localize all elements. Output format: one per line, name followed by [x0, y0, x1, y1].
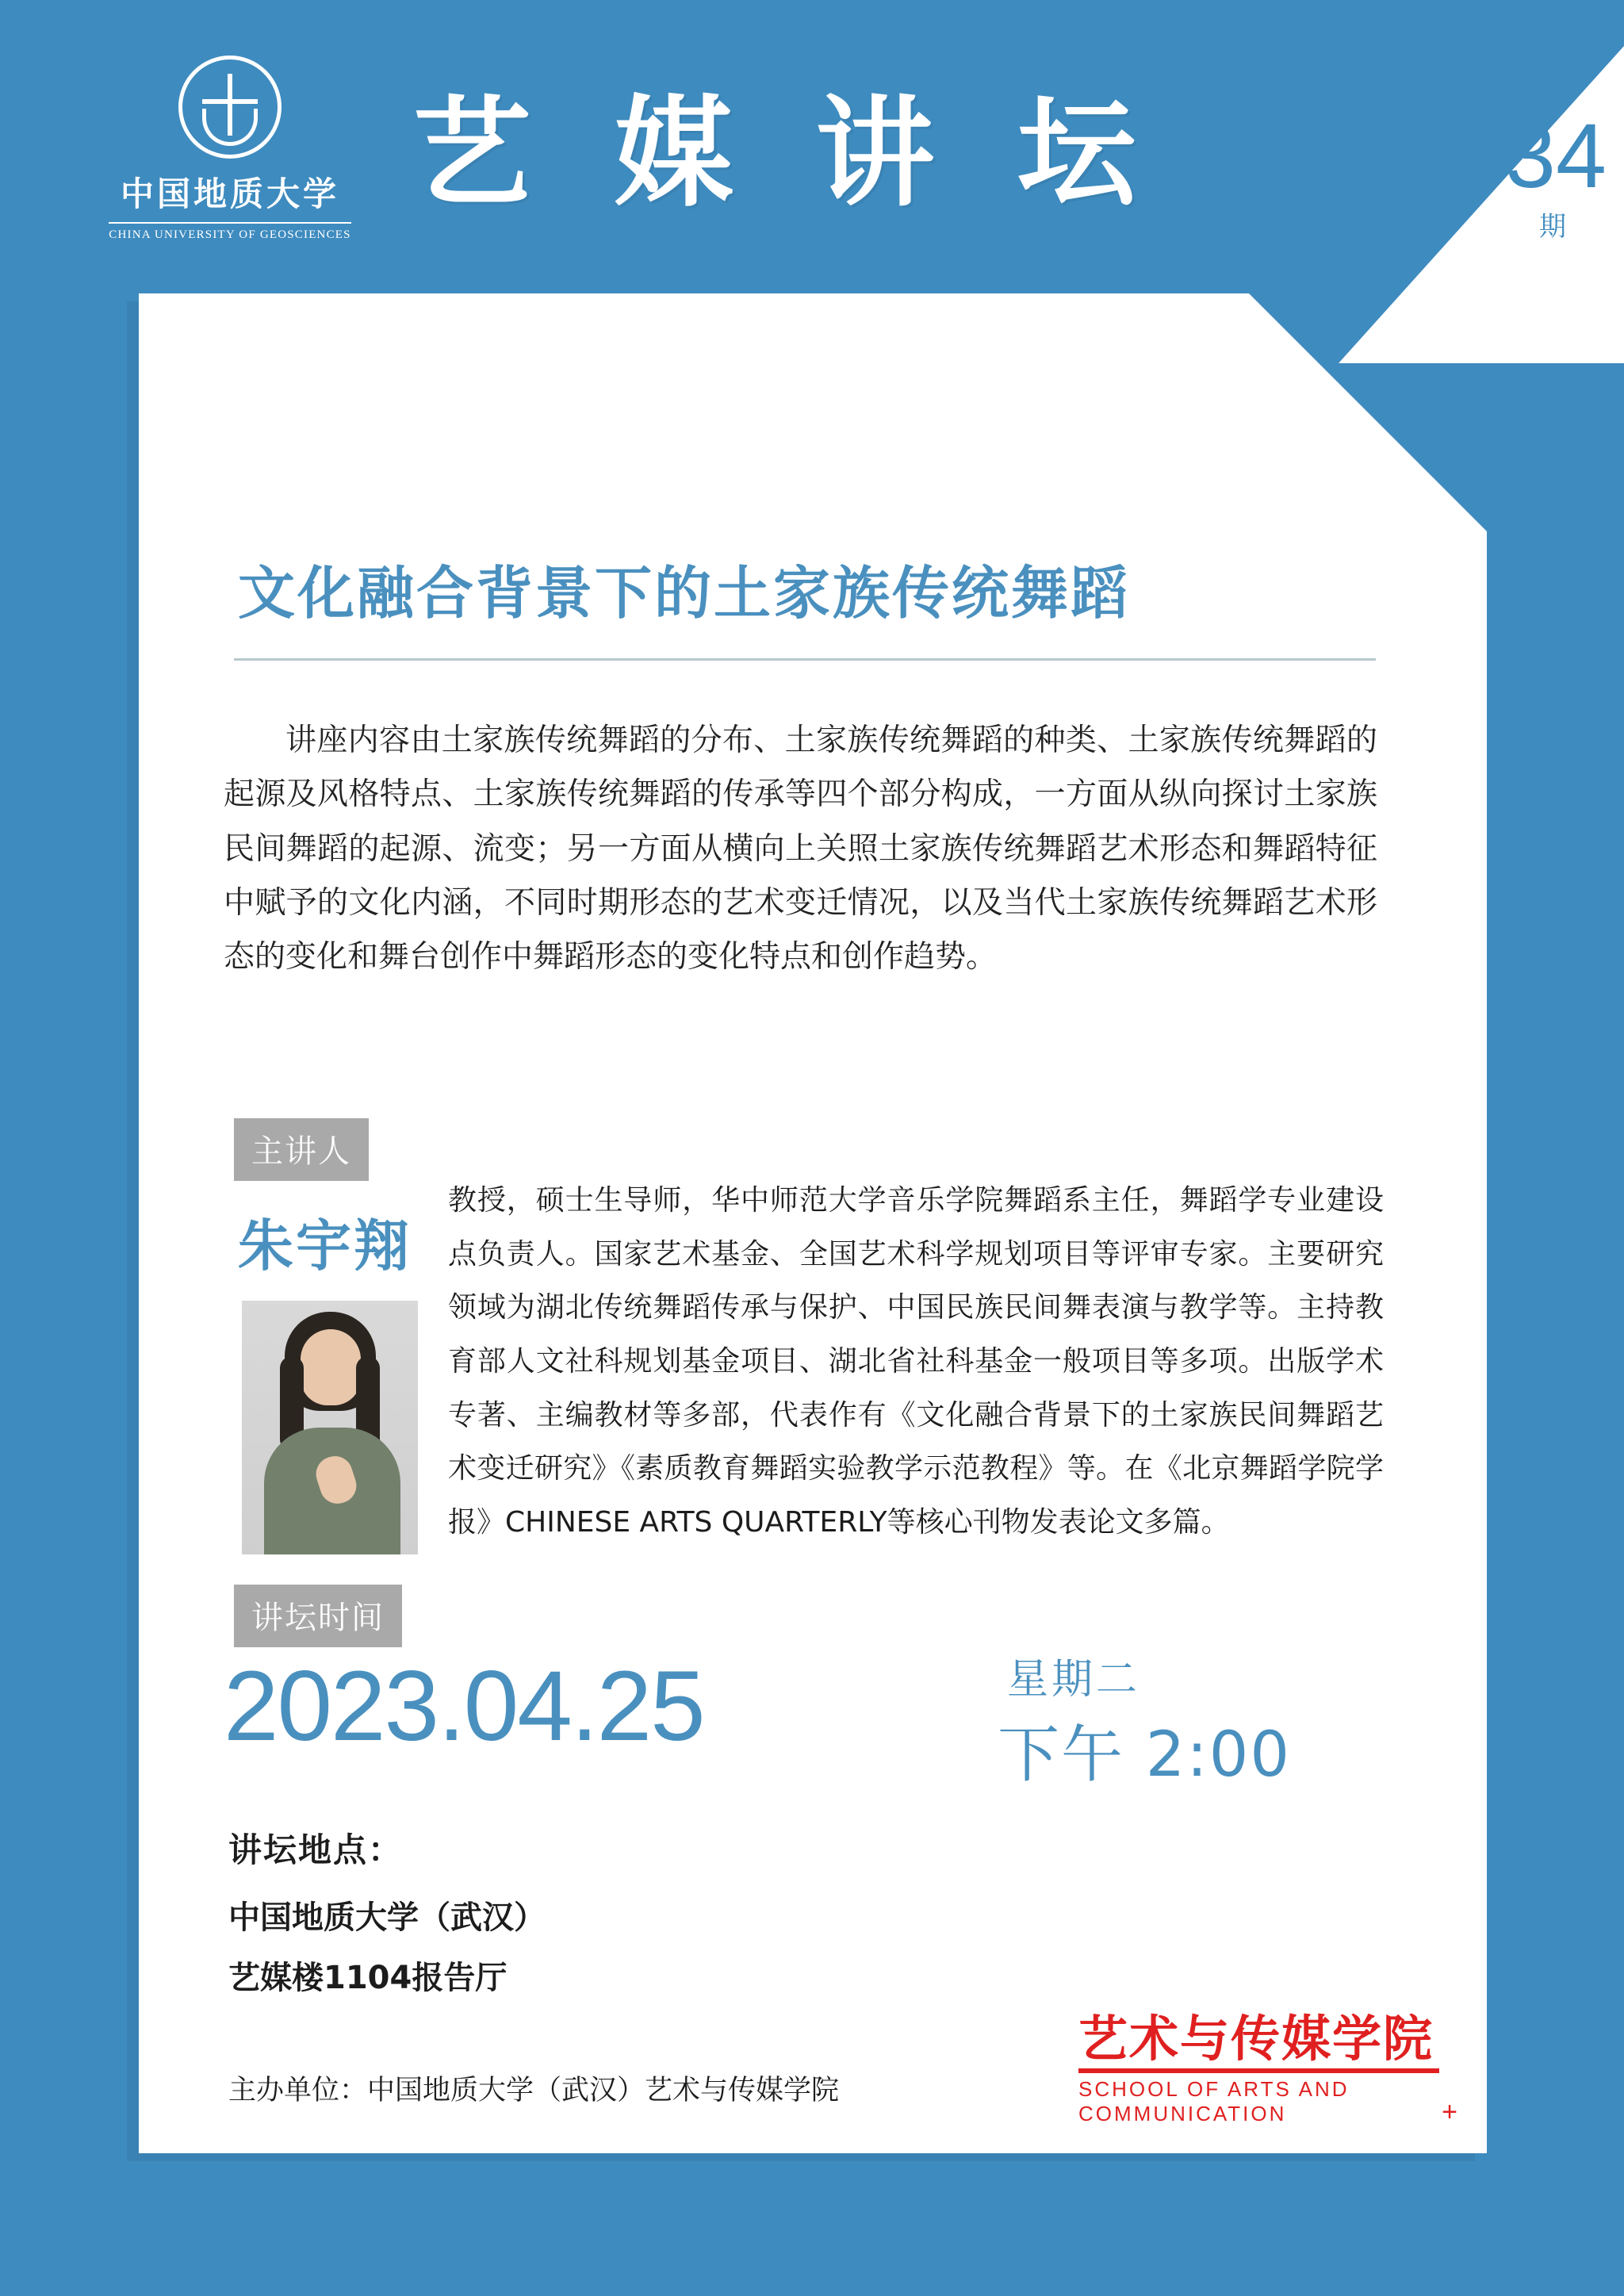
place-line-2: 艺媒楼1104报告厅	[228, 1960, 508, 1996]
issue-prefix: 第	[1539, 76, 1566, 108]
seal-ring-shape	[202, 109, 258, 146]
event-clock: 下午 2:00	[998, 1719, 1291, 1791]
corner-fold-decoration	[1339, 46, 1624, 363]
university-name-cn: 中国地质大学	[120, 174, 339, 213]
speaker-tag: 主讲人	[234, 1118, 369, 1181]
talk-abstract: 讲座内容由土家族传统舞蹈的分布、土家族传统舞蹈的种类、土家族传统舞蹈的起源及风格特点、土家族传统舞蹈的传承等四个部分构成，一方面从纵向探讨土家族民间舞蹈的起源、流变；另一方面从横向上关照土家族传统舞蹈艺术形态和舞蹈特征中赋予的文化内涵，不同时期形态的艺术变迁情况，以及当代土家族传统舞蹈艺术形态的变化和舞台创作中舞蹈形态的变化特点和创作趋势。	[224, 723, 1377, 975]
poster-header	[0, 0, 1624, 286]
school-logo-en: SCHOOL OF ARTS AND COMMUNICATION	[1078, 2077, 1350, 2125]
portrait-face-shape	[301, 1329, 361, 1405]
issue-number: 34	[1505, 105, 1607, 207]
event-weekday: 星期二	[1007, 1656, 1141, 1704]
university-seal-icon	[178, 56, 282, 159]
talk-title: 文化融合背景下的土家族传统舞蹈	[238, 560, 1131, 627]
school-logo-cn: 艺术与传媒学院	[1078, 2010, 1434, 2068]
speaker-portrait	[242, 1301, 418, 1554]
school-logo-bar	[1078, 2068, 1439, 2073]
issue-badge	[1505, 70, 1607, 243]
speaker-bio: 教授，硕士生导师，华中师范大学音乐学院舞蹈系主任，舞蹈学专业建设点负责人。国家艺术基金、全国艺术科学规划项目等评审专家。主要研究领域为湖北传统舞蹈传承与保护、中国民族民间舞表演与教学等。主持教育部人文社科规划基金项目、湖北省社科基金一般项目等多项。出版学术专著、主编教材等多部，代表作有《文化融合背景下的土家族民间舞蹈艺术变迁研究》《素质教育舞蹈实验教学示范教程》等。在《北京舞蹈学院学报》CHINESE ARTS QUARTERLY等核心刊物发表论文多篇。	[448, 1184, 1384, 1539]
issue-suffix: 期	[1539, 210, 1566, 243]
place-line-1: 中国地质大学（武汉）	[228, 1899, 546, 1936]
event-date: 2023.04.25	[224, 1651, 704, 1761]
speaker-name: 朱宇翔	[238, 1213, 412, 1278]
forum-title: 艺 媒 讲 坛	[412, 85, 1157, 223]
place-label: 讲坛地点：	[228, 1830, 404, 1869]
university-name-en: CHINA UNIVERSITY OF GEOSCIENCES	[109, 222, 350, 242]
title-divider	[234, 658, 1376, 661]
time-tag: 讲坛时间	[234, 1585, 402, 1647]
university-logo	[103, 56, 357, 242]
plus-icon: +	[1442, 2097, 1457, 2127]
organizer-text: 主办单位：中国地质大学（武汉）艺术与传媒学院	[228, 2075, 840, 2106]
school-logo	[1078, 2010, 1457, 2127]
